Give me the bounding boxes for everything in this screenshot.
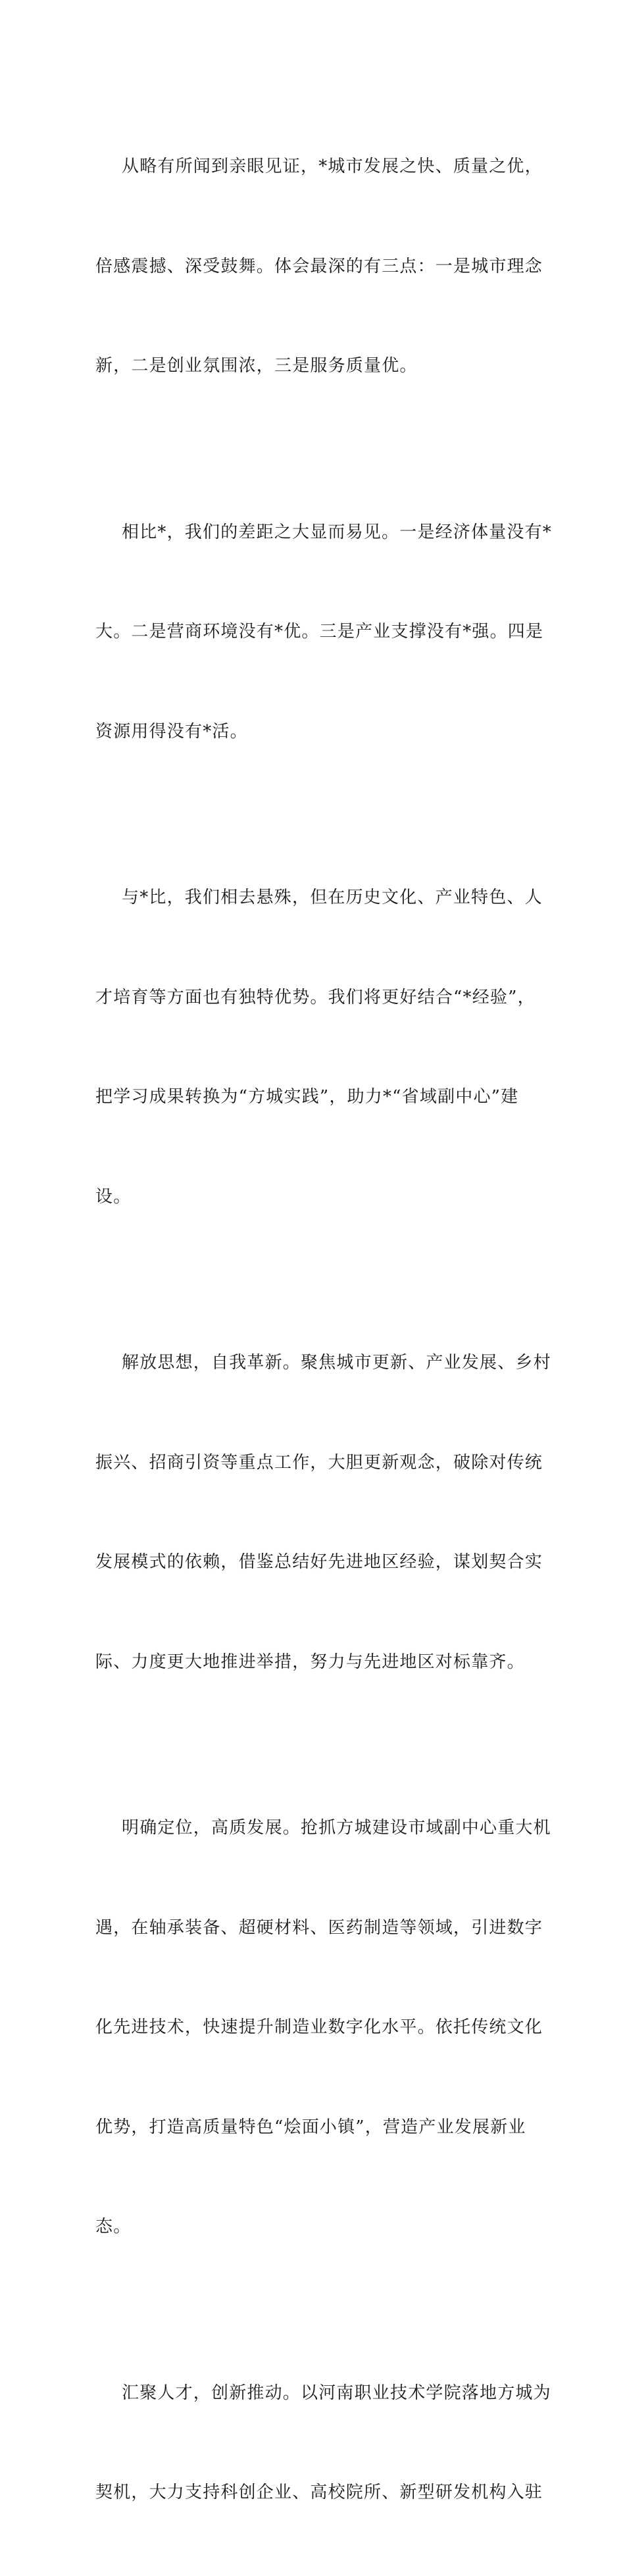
paragraph-4 [95,1280,551,1745]
paragraph-line: 振兴、招商引资等重点工作，大胆更新观念，破除对传统 [95,1452,543,1473]
paragraph-line: 把学习成果转换为“方城实践”，助力*“省域副中心”建 [95,1087,519,1107]
paragraph-6 [95,2310,551,2576]
paragraph-line: 与*比，我们相去悬殊，但在历史文化、产业特色、人 [122,888,543,907]
document-body [95,84,553,2576]
paragraph-line: 契机，大力支持科创企业、高校院所、新型研发机构入驻 [95,2483,543,2502]
paragraph-line: 优势，打造高质量特色“烩面小镇”，营造产业发展新业 [95,2117,526,2137]
paragraph-line: 才培育等方面也有独特优势。我们将更好结合“*经验”， [95,987,536,1007]
paragraph-line: 大。二是营商环境没有*优。三是产业支撑没有*强。四是 [95,622,544,642]
paragraph-line: 从略有所闻到亲眼见证，*城市发展之快、质量之优， [122,157,543,176]
paragraph-line: 化先进技术，快速提升制造业数字化水平。依托传统文化 [95,2017,543,2037]
paragraph-line: 明确定位，高质发展。抢抓方城建设市域副中心重大机 [122,1818,551,1838]
paragraph-line: 际、力度更大地推进举措，努力与先进地区对标靠齐。 [95,1652,525,1672]
paragraph-line: 倍感震撼、深受鼓舞。体会最深的有三点：一是城市理念 [95,256,543,276]
paragraph-line: 态。 [95,2217,132,2236]
paragraph-line: 解放思想，自我革新。聚焦城市更新、产业发展、乡村 [122,1353,551,1373]
paragraph-5 [95,1745,551,2310]
paragraph-line: 遇，在轴承装备、超硬材料、医药制造等领域，引进数字 [95,1917,543,1938]
paragraph-3 [95,815,543,1280]
paragraph-line: 资源用得没有*活。 [95,721,248,742]
paragraph-line: 相比*，我们的差距之大显而易见。一是经济体量没有* [122,522,553,542]
paragraph-line: 发展模式的依赖，借鉴总结好先进地区经验，谋划契合实 [95,1552,543,1572]
paragraph-line: 汇聚人才，创新推动。以河南职业技术学院落地方城为 [122,2383,551,2403]
paragraph-1 [95,84,543,449]
paragraph-2 [95,449,553,815]
paragraph-line: 新，二是创业氛围浓，三是服务质量优。 [95,356,418,376]
paragraph-line: 设。 [95,1186,132,1207]
